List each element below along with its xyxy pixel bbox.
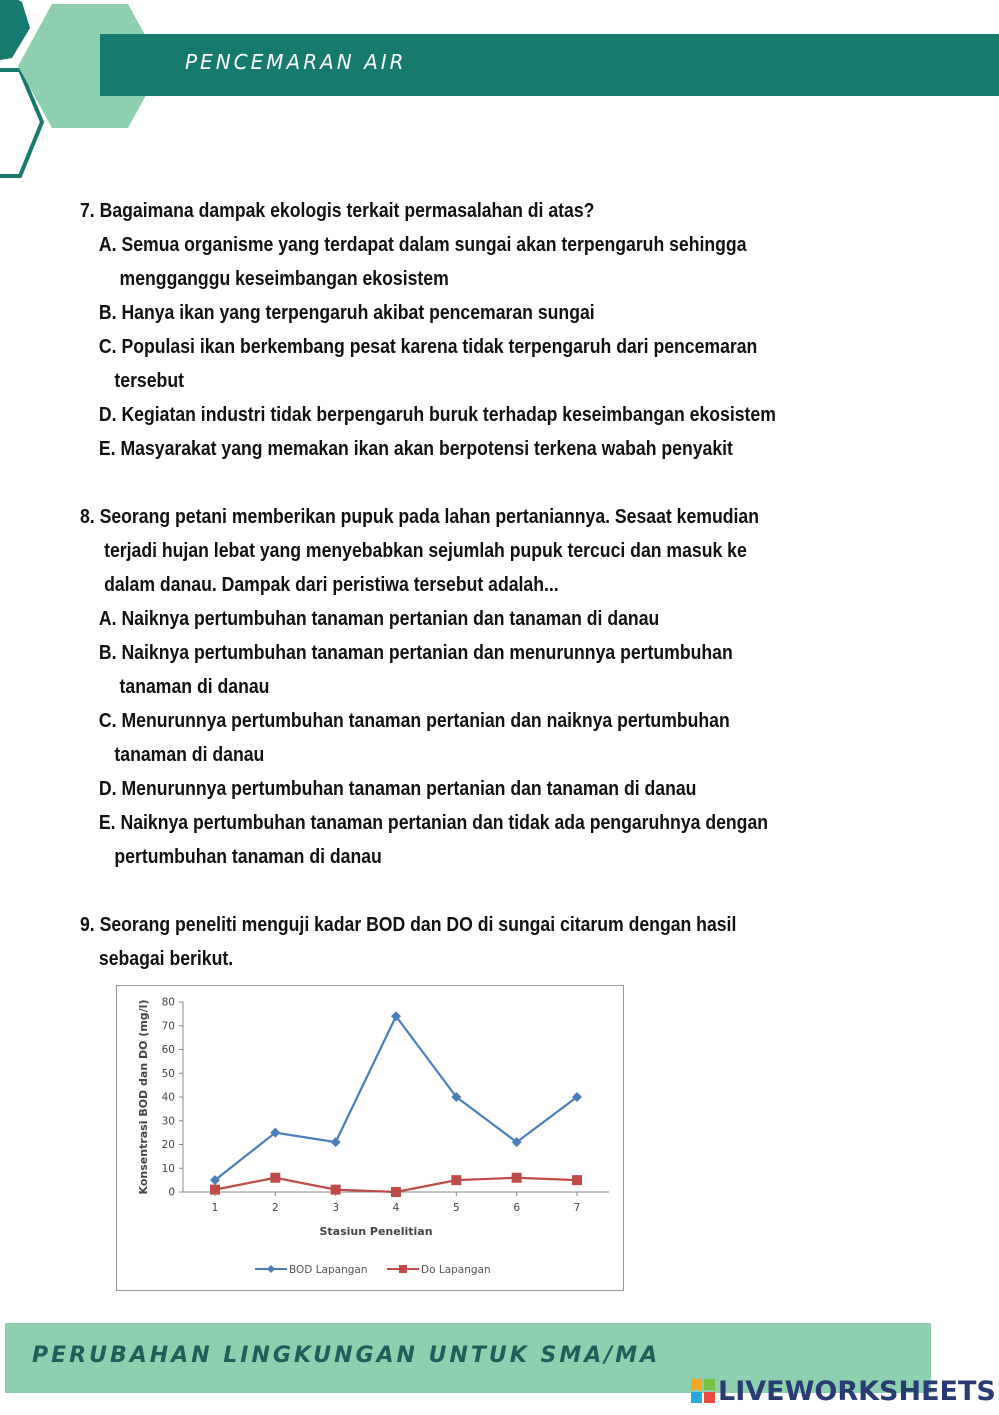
data-point-do	[572, 1175, 582, 1185]
q7-option-d-text: D. Kegiatan industri tidak berpengaruh buruk terhadap keseimbangan ekosistem	[98, 403, 776, 426]
q8-stem-line1: 8. Seorang petani memberikan pupuk pada lahan pertaniannya. Sesaat kemudian	[80, 505, 759, 528]
q8-stem-line2: terjadi hujan lebat yang menyebabkan sejumlah pupuk tercuci dan masuk ke	[104, 539, 747, 562]
chart-svg	[117, 986, 623, 1290]
q8-stem-line3: dalam danau. Dampak dari peristiwa tersebut adalah...	[104, 573, 559, 596]
x-tick-label: 6	[513, 1202, 521, 1214]
liveworksheets-brand: LIVEWORKSHEETS	[718, 1375, 996, 1407]
q7-option-c-text: C. Populasi ikan berkembang pesat karena tidak terpengaruh dari pencemaran	[98, 335, 758, 358]
x-tick-label: 5	[452, 1202, 460, 1214]
q7-option-e-text: E. Masyarakat yang memakan ikan akan berpotensi terkena wabah penyakit	[98, 437, 733, 460]
q8-option-e[interactable]	[99, 806, 931, 874]
q7-option-a[interactable]	[99, 228, 931, 296]
data-point-do	[270, 1173, 280, 1183]
data-point-do	[331, 1185, 341, 1195]
x-tick-label: 2	[271, 1202, 279, 1214]
data-point-do	[451, 1175, 461, 1185]
footer-title: PERUBAHAN LINGKUNGAN UNTUK SMA/MA	[32, 1343, 661, 1368]
q9-stem-line1: 9. Seorang peneliti menguji kadar BOD dan DO di sungai citarum dengan hasil	[80, 913, 737, 936]
q8-option-e-text-cont: pertumbuhan tanaman di danau	[114, 845, 382, 868]
q8-option-a-text: A. Naiknya pertumbuhan tanaman pertanian dan tanaman di danau	[98, 607, 660, 630]
y-tick-label: 0	[168, 1186, 175, 1199]
question-8-stem	[80, 500, 931, 602]
data-point-do	[210, 1185, 220, 1195]
y-tick-label: 30	[161, 1115, 175, 1128]
hexagon-small-teal	[0, 0, 30, 60]
q8-option-c-text-cont: tanaman di danau	[114, 743, 265, 766]
y-tick-label: 70	[161, 1020, 175, 1033]
legend-marker-bod	[267, 1265, 275, 1273]
q7-option-b-text: B. Hanya ikan yang terpengaruh akibat pencemaran sungai	[98, 301, 595, 324]
y-tick-label: 40	[161, 1091, 175, 1104]
q8-option-c[interactable]	[99, 704, 931, 772]
data-point-bod	[331, 1137, 341, 1147]
legend-marker-do	[399, 1265, 407, 1273]
liveworksheets-icon	[690, 1378, 716, 1404]
q8-option-a[interactable]	[99, 602, 931, 636]
bod-do-chart	[116, 985, 624, 1291]
y-tick-label: 60	[161, 1044, 175, 1056]
y-tick-label: 80	[161, 996, 175, 1009]
q7-option-b[interactable]	[99, 296, 931, 330]
data-point-do	[391, 1187, 401, 1197]
q7-option-c-text-cont: tersebut	[114, 369, 184, 392]
q9-stem-line2: sebagai berikut.	[98, 947, 234, 970]
x-tick-label: 4	[392, 1202, 400, 1214]
question-9-stem	[80, 908, 931, 976]
page-title: PENCEMARAN AIR	[185, 50, 407, 74]
series-line-0	[215, 1016, 577, 1180]
y-tick-label: 50	[161, 1067, 175, 1080]
q7-option-a-text: A. Semua organisme yang terdapat dalam sungai akan terpengaruh sehingga	[98, 233, 747, 256]
y-axis-label: Konsentrasi BOD dan DO (mg/l)	[137, 999, 150, 1195]
question-7-stem: 7. Bagaimana dampak ekologis terkait permasalahan di atas?	[80, 199, 595, 222]
question-content	[80, 194, 931, 976]
x-tick-label: 1	[211, 1202, 219, 1214]
legend-label-1: Do Lapangan	[421, 1264, 491, 1276]
x-tick-label: 3	[332, 1202, 340, 1214]
x-axis-label: Stasiun Penelitian	[319, 1225, 433, 1238]
y-tick-label: 20	[161, 1139, 175, 1151]
q8-option-d-text: D. Menurunnya pertumbuhan tanaman pertanian dan tanaman di danau	[98, 777, 697, 800]
q8-option-b[interactable]	[99, 636, 931, 704]
data-point-do	[512, 1173, 522, 1183]
y-tick-label: 10	[161, 1162, 175, 1175]
legend-label-0: BOD Lapangan	[289, 1264, 368, 1276]
q8-option-e-text: E. Naiknya pertumbuhan tanaman pertanian dan tidak ada pengaruhnya dengan	[98, 811, 769, 834]
q7-option-d[interactable]	[99, 398, 931, 432]
q8-option-b-text-cont: tanaman di danau	[119, 675, 270, 698]
q7-option-a-text-cont: mengganggu keseimbangan ekosistem	[119, 267, 449, 290]
q8-option-d[interactable]	[99, 772, 931, 806]
q8-option-c-text: C. Menurunnya pertumbuhan tanaman pertanian dan naiknya pertumbuhan	[98, 709, 730, 732]
q7-option-c[interactable]	[99, 330, 931, 398]
q7-option-e[interactable]	[99, 432, 931, 466]
x-tick-label: 7	[573, 1202, 581, 1214]
liveworksheets-logo[interactable]	[690, 1373, 996, 1409]
q8-option-b-text: B. Naiknya pertumbuhan tanaman pertanian dan menurunnya pertumbuhan	[98, 641, 733, 664]
